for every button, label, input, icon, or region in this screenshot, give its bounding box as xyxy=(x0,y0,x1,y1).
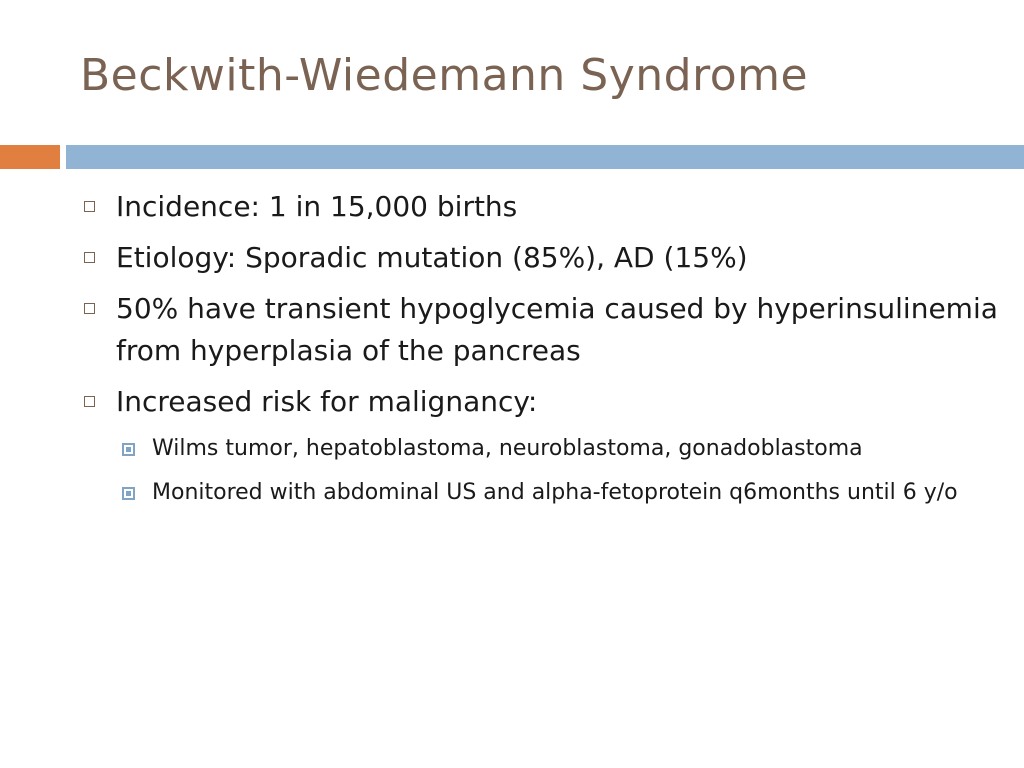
bullet-text: Increased risk for malignancy: xyxy=(116,385,538,418)
subbullet-text: Monitored with abdominal US and alpha-fetoprotein q6months until 6 y/o xyxy=(152,480,958,505)
filled-square-icon xyxy=(122,487,135,500)
bullet-text: Incidence: 1 in 15,000 births xyxy=(116,190,518,223)
bullet-item-hypoglycemia xyxy=(82,288,1012,372)
subbullet-item-tumors xyxy=(118,432,1012,466)
bullet-text: 50% have transient hypoglycemia caused by hyperinsulinemia from hyperplasia of the pancreas xyxy=(116,292,998,367)
bullet-item-etiology xyxy=(82,237,1012,279)
title-divider-bar xyxy=(66,145,1024,169)
accent-bar xyxy=(0,145,60,169)
subbullet-item-monitoring xyxy=(118,476,1012,510)
hollow-square-icon xyxy=(84,396,95,407)
bullet-item-malignancy xyxy=(82,381,1012,423)
bullet-list xyxy=(82,186,1012,520)
slide-title: Beckwith-Wiedemann Syndrome xyxy=(80,50,809,101)
subbullet-text: Wilms tumor, hepatoblastoma, neuroblastoma, gonadoblastoma xyxy=(152,436,863,461)
hollow-square-icon xyxy=(84,201,95,212)
bullet-item-incidence xyxy=(82,186,1012,228)
filled-square-icon xyxy=(122,443,135,456)
bullet-text: Etiology: Sporadic mutation (85%), AD (15%) xyxy=(116,241,748,274)
hollow-square-icon xyxy=(84,252,95,263)
hollow-square-icon xyxy=(84,303,95,314)
